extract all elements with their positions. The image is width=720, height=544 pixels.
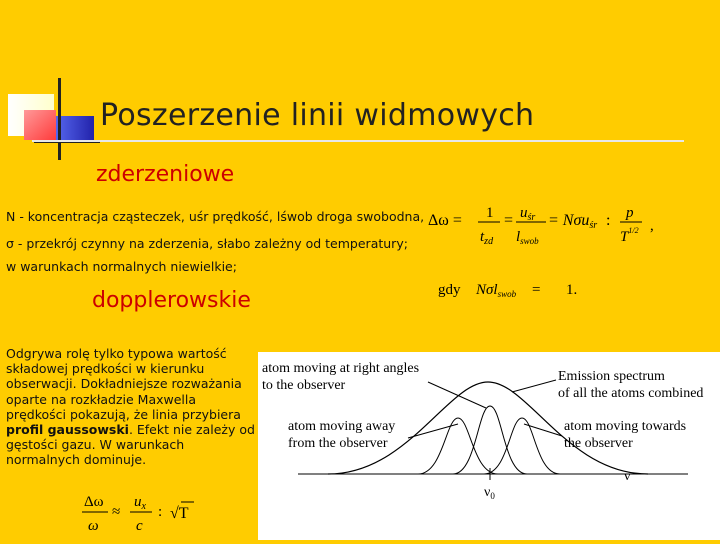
logo-blue-square — [56, 116, 94, 142]
formula-doppler — [82, 488, 212, 540]
formula-frac3-den: $T^{1/2}$ — [620, 226, 639, 245]
doppler-sqrt: √T — [170, 505, 189, 522]
doppler-bold-term: profil gaussowski — [6, 422, 129, 438]
logo-graphic — [0, 74, 110, 164]
label-right-angles-line2: to the observer — [262, 378, 346, 393]
section-heading-collisional: zderzeniowe — [96, 162, 235, 187]
title-underline — [32, 140, 684, 142]
formula-eq2: = Nσuśr — [548, 212, 598, 231]
section-heading-doppler: dopplerowskie — [92, 288, 251, 313]
arrow-spectrum — [512, 380, 556, 392]
doppler-approx: ≈ — [112, 504, 121, 520]
axis-label-nu0: $\nu_0$ — [484, 485, 495, 501]
label-away-line1: atom moving away — [288, 419, 396, 434]
logo-vertical-bar — [58, 78, 61, 160]
formula-prop: : — [606, 212, 611, 229]
label-spectrum-line1: Emission spectrum — [558, 369, 665, 384]
definition-line-3: w warunkach normalnych niewielkie; — [6, 259, 237, 274]
definition-line-2: σ - przekrój czynny na zderzenia, słabo zależny od temperatury; — [6, 236, 408, 251]
doppler-profile-figure — [258, 352, 720, 540]
formula-frac2-den: $l_{swob}$ — [516, 229, 539, 246]
condition-expr: Nσl$_{swob}$ — [476, 282, 517, 299]
arrow-towards — [524, 424, 562, 436]
label-spectrum-line2: of all the atoms combined — [558, 386, 704, 401]
slide-title: Poszerzenie linii widmowych — [100, 98, 535, 133]
curve-away — [418, 418, 498, 474]
doppler-profile-diagram — [258, 352, 720, 540]
doppler-description — [6, 346, 258, 468]
label-right-angles-line1: atom moving at right angles — [262, 361, 420, 376]
doppler-text-1: Odgrywa rolę tylko typowa wartość składowej prędkości w kierunku obserwacji. Dokładniejsze rozważania oparte na rozkładzie Maxwella prędkości pokazują, że linia przybiera — [6, 346, 242, 422]
label-towards-line2: the observer — [564, 436, 633, 451]
formula-eq1: = — [504, 212, 514, 229]
formula-frac2-num: $u_{śr}$ — [520, 205, 536, 223]
formula-comma: , — [650, 218, 654, 234]
doppler-frac2-den: c — [136, 518, 143, 534]
doppler-frac1-num: Δω — [84, 494, 104, 510]
label-towards-line1: atom moving towards — [564, 419, 687, 434]
formula-condition — [438, 278, 638, 302]
label-away-line2: from the observer — [288, 436, 388, 451]
condition-eq: = — [532, 282, 541, 298]
doppler-frac1-den: ω — [88, 518, 99, 534]
formula-frac3-num: p — [626, 205, 634, 221]
formula-lhs: Δω = — [428, 212, 462, 229]
formula-frac1-den: $t_{zd}$ — [480, 229, 494, 247]
doppler-frac2-num: $u_x$ — [134, 494, 146, 512]
arrow-right-angles — [428, 382, 486, 408]
arrow-away — [408, 424, 458, 438]
axis-label-nu: ν — [624, 469, 631, 484]
curve-center — [453, 406, 527, 474]
doppler-text-2: . Efekt nie zależy od gęstości gazu. W warunkach normalnych dominuje. — [6, 422, 255, 468]
formula-collisional — [428, 200, 678, 256]
condition-word: gdy — [438, 282, 461, 298]
logo-red-square — [24, 110, 56, 140]
formula-frac1-num: 1 — [486, 205, 494, 221]
condition-rhs: 1. — [566, 282, 578, 298]
definition-line-1: N - koncentracja cząsteczek, uśr prędkość, lśwob droga swobodna, — [6, 209, 425, 224]
doppler-prop: : — [158, 504, 163, 520]
curve-towards — [484, 418, 560, 474]
